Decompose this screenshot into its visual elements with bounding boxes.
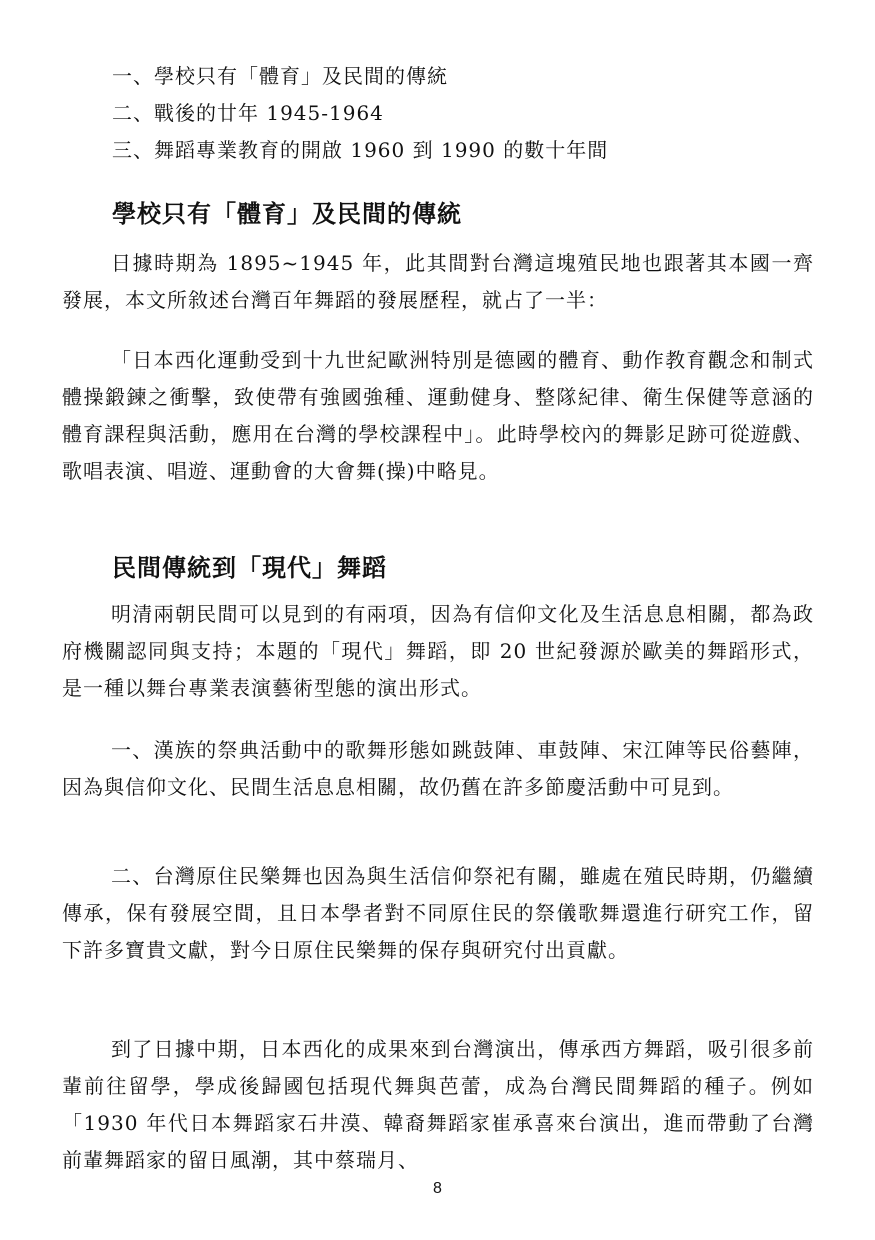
paragraph: 到了日據中期，日本西化的成果來到台灣演出，傳承西方舞蹈，吸引很多前輩前往留學，學成後歸國包括現代舞與芭蕾，成為台灣民間舞蹈的種子。例如「1930 年代日本舞蹈家石井漠、韓裔舞蹈家崔承喜來台演出，進而帶動了台灣前輩舞蹈家的留日風潮，其中蔡瑞月、 (62, 1037, 814, 1172)
quoted-paragraph: 「日本西化運動受到十九世紀歐洲特別是德國的體育、動作教育觀念和制式體操鍛鍊之衝擊，致使帶有強國強種、運動健身、整隊紀律、衛生保健等意涵的體育課程與活動，應用在台灣的學校課程中」。此時學校內的舞影足跡可從遊戲、歌唱表演、唱遊、運動會的大會舞(操)中略見。 (62, 348, 814, 483)
outline-list (112, 58, 812, 169)
paragraph: 一、漢族的祭典活動中的歌舞形態如跳鼓陣、車鼓陣、宋江陣等民俗藝陣，因為與信仰文化、民間生活息息相關，故仍舊在許多節慶活動中可見到。 (62, 738, 814, 799)
paragraph: 日據時期為 1895~1945 年，此其間對台灣這塊殖民地也跟著其本國一齊發展，本文所敘述台灣百年舞蹈的發展歷程，就占了一半： (62, 251, 814, 312)
outline-item: 一、學校只有「體育」及民間的傳統 (112, 64, 448, 88)
outline-item: 二、戰後的廿年 1945-1964 (112, 101, 384, 125)
paragraph: 二、台灣原住民樂舞也因為與生活信仰祭祀有關，雖處在殖民時期，仍繼續傳承，保有發展空間，且日本學者對不同原住民的祭儀歌舞還進行研究工作，留下許多寶貴文獻，對今日原住民樂舞的保存與研究付出貢獻。 (62, 864, 814, 962)
paragraph: 明清兩朝民間可以見到的有兩項，因為有信仰文化及生活息息相關，都為政府機關認同與支持；本題的「現代」舞蹈，即 20 世紀發源於歐美的舞蹈形式，是一種以舞台專業表演藝術型態的演出形式。 (62, 602, 814, 700)
section-heading: 學校只有「體育」及民間的傳統 (112, 199, 462, 228)
outline-item: 三、舞蹈專業教育的開啟 1960 到 1990 的數十年間 (112, 138, 609, 162)
section-heading: 民間傳統到「現代」舞蹈 (112, 553, 387, 582)
page-number: 8 (433, 1180, 442, 1197)
